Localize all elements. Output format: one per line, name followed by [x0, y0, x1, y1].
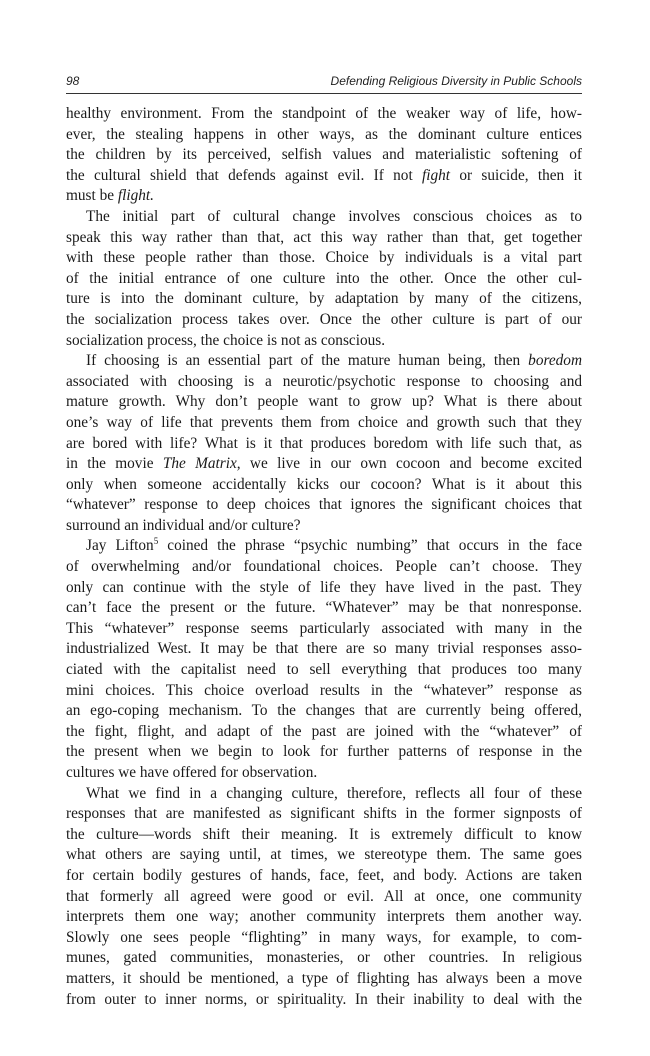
text-run: are bored with life? What is it that produces boredom with life such that, as [66, 434, 582, 452]
text-run: ever, the stealing happens in other ways, as the dominant culture entices [66, 125, 582, 143]
text-line [66, 331, 582, 352]
paragraph [66, 207, 582, 351]
text-line [66, 660, 582, 681]
italic-text: boredom [528, 352, 582, 370]
text-run: of the initial entrance of one culture into the other. Once the other cul- [66, 269, 582, 287]
text-run: for certain bodily gestures of hands, face, feet, and body. Actions are taken [66, 866, 582, 884]
footnote-ref: 5 [153, 536, 159, 547]
text-line [66, 269, 582, 290]
text-run: or suicide, then it [450, 166, 583, 184]
text-line [66, 145, 582, 166]
text-run: only when someone accidentally kicks our cocoon? What is it about this [66, 475, 582, 493]
text-run: mature growth. Why don’t people want to grow up? What is there about [66, 393, 582, 411]
text-run: the children by its perceived, selfish values and materialistic softening of [66, 146, 582, 164]
text-line [66, 578, 582, 599]
text-line [66, 907, 582, 928]
paragraph [66, 351, 582, 536]
text-line [66, 804, 582, 825]
text-line [66, 392, 582, 413]
text-run: The initial part of cultural change involves conscious choices as to [86, 207, 582, 225]
text-line [66, 166, 582, 187]
text-line [66, 372, 582, 393]
text-run: can’t face the present or the future. “Whatever” may be that nonresponse. [66, 599, 582, 617]
text-line [66, 681, 582, 702]
text-line [66, 310, 582, 331]
text-run: cultures we have offered for observation. [66, 764, 318, 781]
text-run: associated with choosing is a neurotic/psychotic response to choosing and [66, 372, 582, 390]
header-rule [66, 93, 582, 94]
paragraph [66, 536, 582, 783]
text-run: Jay Lifton [86, 537, 154, 555]
italic-text: fight [422, 166, 451, 184]
text-run: with these people rather than those. Choice by individuals is a vital part [66, 249, 582, 267]
text-run: that formerly all agreed were good or evil. All at once, one community [66, 887, 582, 905]
running-title: Defending Religious Diversity in Public Schools [330, 74, 582, 88]
text-run: healthy environment. From the standpoint of the weaker way of life, how- [66, 105, 582, 122]
text-line [66, 866, 582, 887]
text-line [66, 475, 582, 496]
text-run: Slowly one sees people “flighting” in many ways, for example, to com- [66, 928, 582, 946]
italic-text: flight. [117, 187, 154, 205]
text-run: industrialized West. It may be that there are so many trivial responses asso- [66, 640, 582, 658]
text-line [66, 990, 582, 1011]
text-run: the present when we begin to look for further patterns of response in the [66, 743, 582, 761]
body-text [66, 104, 582, 1010]
text-run: must be [66, 187, 118, 205]
text-line [66, 351, 582, 372]
text-run: What we find in a changing culture, therefore, reflects all four of these [86, 784, 582, 802]
text-run: responses that are manifested as significant shifts in the former signposts of [66, 805, 582, 823]
text-run: This “whatever” response seems particularly associated with many in the [66, 619, 582, 637]
text-run: one’s way of life that prevents them from choice and growth such that they [66, 413, 582, 431]
text-line [66, 289, 582, 310]
text-line [66, 784, 582, 805]
text-run: we live in our own cocoon and become excited [240, 455, 582, 473]
text-line [66, 742, 582, 763]
text-run: only can continue with the style of life they have lived in the past. They [66, 578, 582, 596]
text-line [66, 701, 582, 722]
page-number: 98 [66, 74, 80, 88]
text-run: the socialization process takes over. Once the other culture is part of our [66, 310, 582, 328]
text-line [66, 722, 582, 743]
text-run: ciated with the capitalist need to sell everything that produces too many [66, 661, 582, 679]
text-line [66, 557, 582, 578]
text-line [66, 619, 582, 640]
text-run: coined the phrase “psychic numbing” that occurs in the face [158, 537, 583, 555]
text-run: “whatever” response to deep choices that ignores the significant choices that [66, 496, 582, 514]
text-run: of overwhelming and/or foundational choices. People can’t choose. They [66, 558, 582, 576]
text-line [66, 948, 582, 969]
text-line [66, 413, 582, 434]
text-run: what others are saying until, at times, we stereotype them. The same goes [66, 846, 582, 864]
text-run: socialization process, the choice is not as conscious. [66, 331, 386, 349]
text-line [66, 536, 582, 557]
text-run: munes, gated communities, monasteries, or other countries. In religious [66, 949, 582, 967]
text-line [66, 598, 582, 619]
text-run: in the movie [66, 455, 163, 473]
text-line [66, 825, 582, 846]
text-line [66, 454, 582, 475]
text-run: If choosing is an essential part of the mature human being, then [86, 352, 529, 370]
text-line [66, 639, 582, 660]
text-line [66, 969, 582, 990]
text-line [66, 887, 582, 908]
paragraph [66, 784, 582, 1011]
text-line [66, 125, 582, 146]
text-run: speak this way rather than that, act this way rather than that, get together [66, 228, 582, 246]
text-run: interprets them one way; another community interprets them another way. [66, 908, 582, 926]
italic-text: The Matrix, [162, 455, 241, 473]
text-run: the culture—words shift their meaning. It is extremely difficult to know [66, 825, 582, 843]
text-line [66, 104, 582, 125]
text-run: surround an individual and/or culture? [66, 516, 301, 534]
text-run: the cultural shield that defends against evil. If not [66, 166, 423, 184]
text-line [66, 763, 582, 784]
text-run: matters, it should be mentioned, a type of flighting has always been a move [66, 969, 582, 987]
paragraph [66, 104, 582, 207]
text-run: mini choices. This choice overload results in the “whatever” response as [66, 681, 582, 699]
text-line [66, 928, 582, 949]
text-line [66, 516, 582, 537]
text-run: from outer to inner norms, or spirituality. In their inability to deal with the [66, 990, 582, 1008]
text-line [66, 207, 582, 228]
text-line [66, 186, 582, 207]
running-header [66, 73, 582, 89]
text-run: an ego-coping mechanism. To the changes that are currently being offered, [66, 702, 582, 720]
text-line [66, 845, 582, 866]
text-line [66, 248, 582, 269]
text-run: the fight, flight, and adapt of the past are joined with the “whatever” of [66, 722, 582, 740]
text-run: ture is into the dominant culture, by adaptation by many of the citizens, [66, 290, 582, 308]
text-line [66, 228, 582, 249]
text-line [66, 434, 582, 455]
text-line [66, 495, 582, 516]
